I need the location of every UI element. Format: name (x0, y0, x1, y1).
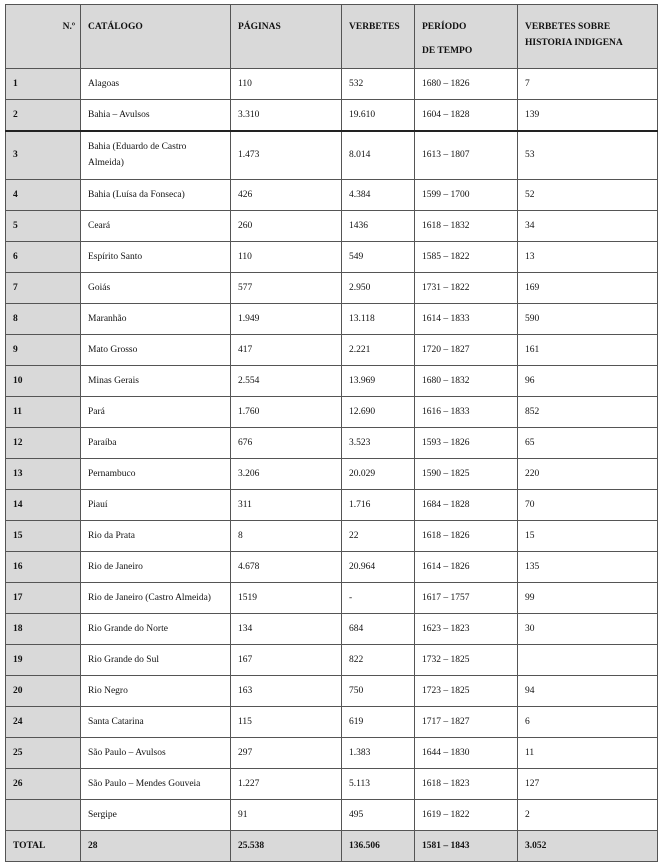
total-label: TOTAL (6, 831, 81, 862)
header-entries: VERBETES (342, 5, 415, 69)
cell-indigenous: 96 (518, 366, 658, 397)
cell-entries: 1.383 (342, 738, 415, 769)
cell-period: 1723 – 1825 (415, 676, 518, 707)
cell-entries: 8.014 (342, 131, 415, 180)
cell-num: 10 (6, 366, 81, 397)
cell-pages: 3.310 (231, 100, 342, 131)
cell-pages: 676 (231, 428, 342, 459)
cell-entries: 750 (342, 676, 415, 707)
cell-pages: 1519 (231, 583, 342, 614)
total-indigenous: 3.052 (518, 831, 658, 862)
cell-period: 1717 – 1827 (415, 707, 518, 738)
cell-entries: 19.610 (342, 100, 415, 131)
table-row (6, 645, 658, 676)
cell-entries: 495 (342, 800, 415, 831)
table-row (6, 273, 658, 304)
table-row (6, 769, 658, 800)
cell-indigenous: 65 (518, 428, 658, 459)
cell-period: 1593 – 1826 (415, 428, 518, 459)
cell-entries: 1.716 (342, 490, 415, 521)
cell-indigenous: 169 (518, 273, 658, 304)
cell-catalog: Sergipe (81, 800, 231, 831)
cell-pages: 1.473 (231, 131, 342, 180)
cell-period: 1731 – 1822 (415, 273, 518, 304)
cell-entries: 20.029 (342, 459, 415, 490)
cell-entries: 2.221 (342, 335, 415, 366)
cell-pages: 91 (231, 800, 342, 831)
cell-indigenous: 13 (518, 242, 658, 273)
cell-catalog: São Paulo – Mendes Gouveia (81, 769, 231, 800)
cell-indigenous: 139 (518, 100, 658, 131)
cell-entries: 619 (342, 707, 415, 738)
table-row (6, 131, 658, 180)
cell-catalog: Piauí (81, 490, 231, 521)
cell-num: 3 (6, 131, 81, 180)
cell-pages: 134 (231, 614, 342, 645)
table-row (6, 583, 658, 614)
total-period: 1581 – 1843 (415, 831, 518, 862)
cell-catalog: Minas Gerais (81, 366, 231, 397)
cell-indigenous: 15 (518, 521, 658, 552)
table-row (6, 676, 658, 707)
cell-period: 1590 – 1825 (415, 459, 518, 490)
cell-pages: 260 (231, 211, 342, 242)
cell-pages: 2.554 (231, 366, 342, 397)
cell-num: 24 (6, 707, 81, 738)
cell-catalog: Bahia (Luísa da Fonseca) (81, 180, 231, 211)
cell-pages: 1.949 (231, 304, 342, 335)
table-row (6, 335, 658, 366)
catalog-table (5, 4, 658, 862)
cell-num: 6 (6, 242, 81, 273)
cell-catalog: Santa Catarina (81, 707, 231, 738)
table-row (6, 242, 658, 273)
header-indigenous: VERBETES SOBRE HISTORIA INDIGENA (518, 5, 658, 69)
cell-num: 18 (6, 614, 81, 645)
table-row (6, 366, 658, 397)
header-period-line1: PERÍODO (422, 22, 467, 32)
cell-catalog: Alagoas (81, 69, 231, 100)
cell-catalog: Pernambuco (81, 459, 231, 490)
cell-num: 1 (6, 69, 81, 100)
cell-num: 17 (6, 583, 81, 614)
cell-entries: 3.523 (342, 428, 415, 459)
table-row (6, 459, 658, 490)
table-row (6, 428, 658, 459)
cell-catalog: São Paulo – Avulsos (81, 738, 231, 769)
total-catalog: 28 (81, 831, 231, 862)
table-row (6, 800, 658, 831)
header-row (6, 5, 658, 69)
cell-indigenous: 52 (518, 180, 658, 211)
cell-catalog: Goiás (81, 273, 231, 304)
cell-period: 1623 – 1823 (415, 614, 518, 645)
cell-pages: 167 (231, 645, 342, 676)
cell-period: 1613 – 1807 (415, 131, 518, 180)
cell-period: 1644 – 1830 (415, 738, 518, 769)
cell-entries: 22 (342, 521, 415, 552)
cell-num: 9 (6, 335, 81, 366)
cell-pages: 8 (231, 521, 342, 552)
cell-entries: 5.113 (342, 769, 415, 800)
cell-period: 1614 – 1826 (415, 552, 518, 583)
cell-catalog: Rio da Prata (81, 521, 231, 552)
total-row (6, 831, 658, 862)
cell-entries: 1436 (342, 211, 415, 242)
table-row (6, 707, 658, 738)
cell-catalog: Rio Negro (81, 676, 231, 707)
cell-indigenous: 6 (518, 707, 658, 738)
cell-catalog: Mato Grosso (81, 335, 231, 366)
cell-pages: 115 (231, 707, 342, 738)
table-row (6, 180, 658, 211)
cell-catalog: Ceará (81, 211, 231, 242)
cell-num: 14 (6, 490, 81, 521)
cell-pages: 163 (231, 676, 342, 707)
cell-entries: 549 (342, 242, 415, 273)
cell-period: 1614 – 1833 (415, 304, 518, 335)
cell-catalog: Paraíba (81, 428, 231, 459)
cell-indigenous: 34 (518, 211, 658, 242)
cell-pages: 110 (231, 69, 342, 100)
cell-pages: 3.206 (231, 459, 342, 490)
cell-num: 25 (6, 738, 81, 769)
cell-pages: 1.760 (231, 397, 342, 428)
cell-entries: 13.118 (342, 304, 415, 335)
cell-num: 7 (6, 273, 81, 304)
cell-catalog: Bahia – Avulsos (81, 100, 231, 131)
cell-indigenous: 94 (518, 676, 658, 707)
cell-period: 1617 – 1757 (415, 583, 518, 614)
cell-entries: 13.969 (342, 366, 415, 397)
table-row (6, 304, 658, 335)
cell-num: 19 (6, 645, 81, 676)
cell-pages: 1.227 (231, 769, 342, 800)
cell-period: 1684 – 1828 (415, 490, 518, 521)
table-row (6, 614, 658, 645)
cell-num: 11 (6, 397, 81, 428)
cell-num: 5 (6, 211, 81, 242)
cell-period: 1680 – 1826 (415, 69, 518, 100)
cell-catalog: Rio Grande do Norte (81, 614, 231, 645)
cell-pages: 417 (231, 335, 342, 366)
cell-period: 1616 – 1833 (415, 397, 518, 428)
cell-indigenous (518, 645, 658, 676)
table-row (6, 738, 658, 769)
cell-indigenous: 127 (518, 769, 658, 800)
cell-num: 4 (6, 180, 81, 211)
cell-indigenous: 7 (518, 69, 658, 100)
cell-period: 1619 – 1822 (415, 800, 518, 831)
cell-entries: 532 (342, 69, 415, 100)
cell-num: 20 (6, 676, 81, 707)
table-row (6, 552, 658, 583)
cell-num (6, 800, 81, 831)
header-pages: PÁGINAS (231, 5, 342, 69)
cell-pages: 110 (231, 242, 342, 273)
total-entries: 136.506 (342, 831, 415, 862)
cell-indigenous: 70 (518, 490, 658, 521)
total-pages: 25.538 (231, 831, 342, 862)
cell-period: 1599 – 1700 (415, 180, 518, 211)
cell-period: 1604 – 1828 (415, 100, 518, 131)
table-row (6, 521, 658, 552)
cell-entries: 12.690 (342, 397, 415, 428)
table-row (6, 490, 658, 521)
cell-entries: 684 (342, 614, 415, 645)
cell-indigenous: 30 (518, 614, 658, 645)
cell-catalog: Bahia (Eduardo de Castro Almeida) (81, 131, 231, 180)
cell-pages: 311 (231, 490, 342, 521)
cell-indigenous: 852 (518, 397, 658, 428)
cell-period: 1720 – 1827 (415, 335, 518, 366)
cell-catalog: Rio Grande do Sul (81, 645, 231, 676)
cell-entries: - (342, 583, 415, 614)
cell-period: 1618 – 1832 (415, 211, 518, 242)
cell-period: 1680 – 1832 (415, 366, 518, 397)
cell-period: 1618 – 1823 (415, 769, 518, 800)
cell-pages: 297 (231, 738, 342, 769)
cell-indigenous: 2 (518, 800, 658, 831)
cell-indigenous: 590 (518, 304, 658, 335)
cell-pages: 426 (231, 180, 342, 211)
cell-num: 26 (6, 769, 81, 800)
cell-entries: 20.964 (342, 552, 415, 583)
cell-indigenous: 99 (518, 583, 658, 614)
cell-catalog: Espírito Santo (81, 242, 231, 273)
cell-indigenous: 53 (518, 131, 658, 180)
cell-entries: 2.950 (342, 273, 415, 304)
table-row (6, 69, 658, 100)
table-row (6, 100, 658, 131)
cell-indigenous: 220 (518, 459, 658, 490)
cell-period: 1585 – 1822 (415, 242, 518, 273)
cell-num: 8 (6, 304, 81, 335)
table-body (6, 69, 658, 831)
cell-period: 1618 – 1826 (415, 521, 518, 552)
cell-indigenous: 135 (518, 552, 658, 583)
cell-num: 15 (6, 521, 81, 552)
table-row (6, 211, 658, 242)
cell-num: 13 (6, 459, 81, 490)
cell-pages: 4.678 (231, 552, 342, 583)
header-num: N.º (6, 5, 81, 69)
cell-num: 2 (6, 100, 81, 131)
cell-pages: 577 (231, 273, 342, 304)
cell-indigenous: 161 (518, 335, 658, 366)
cell-catalog: Pará (81, 397, 231, 428)
cell-num: 12 (6, 428, 81, 459)
table-row (6, 397, 658, 428)
header-period-line2: DE TEMPO (422, 46, 473, 56)
cell-indigenous: 11 (518, 738, 658, 769)
cell-catalog: Rio de Janeiro (81, 552, 231, 583)
cell-entries: 4.384 (342, 180, 415, 211)
cell-catalog: Maranhão (81, 304, 231, 335)
cell-num: 16 (6, 552, 81, 583)
cell-period: 1732 – 1825 (415, 645, 518, 676)
cell-entries: 822 (342, 645, 415, 676)
cell-catalog: Rio de Janeiro (Castro Almeida) (81, 583, 231, 614)
header-period (415, 5, 518, 69)
header-catalog: CATÁLOGO (81, 5, 231, 69)
